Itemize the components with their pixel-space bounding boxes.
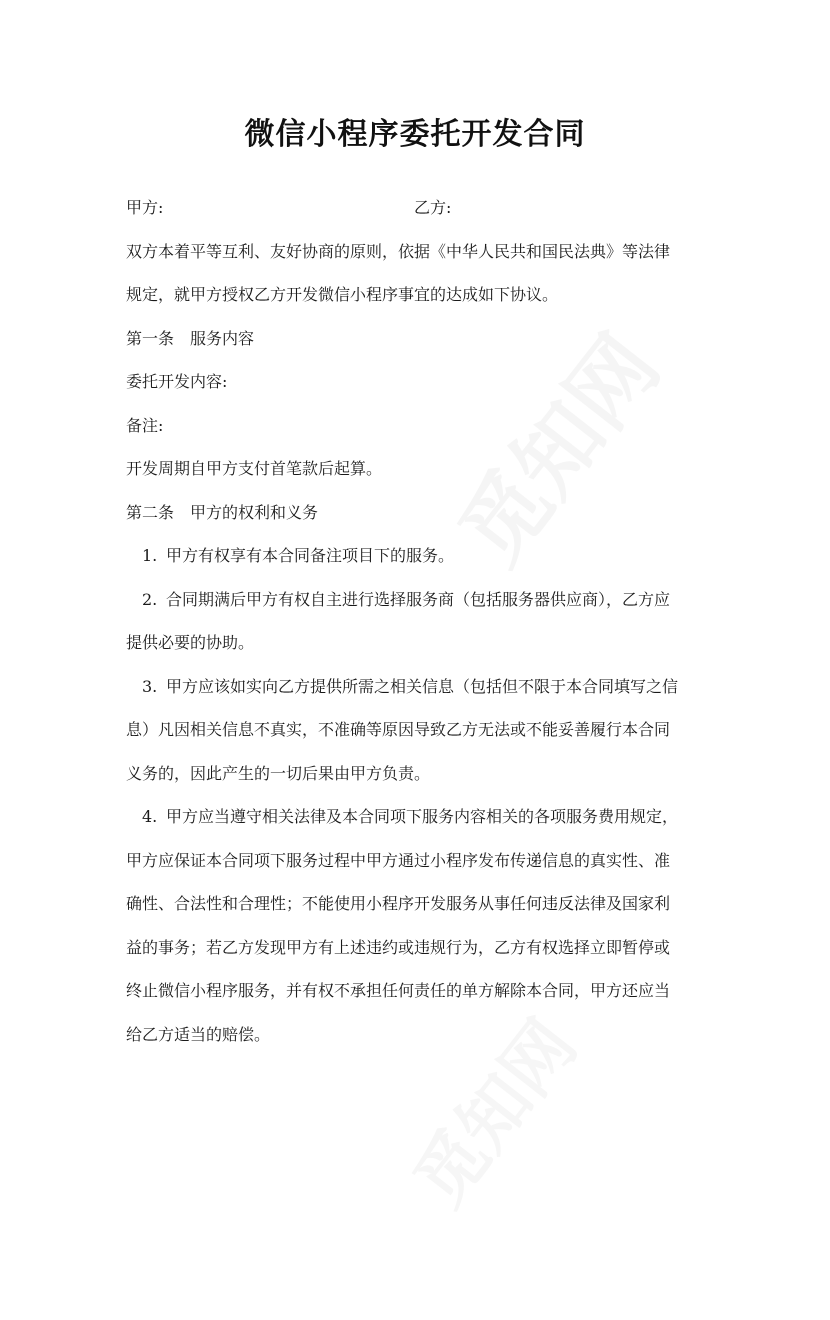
clause-1-number: 1. [142, 546, 158, 565]
document-body [126, 186, 704, 1056]
article-1-number: 第一条 [126, 328, 175, 348]
clause-4-cont-1: 甲方应保证本合同项下服务过程中甲方通过小程序发布传递信息的真实性、准 [126, 850, 671, 870]
article-1-title: 服务内容 [190, 328, 255, 348]
clause-4-number: 4. [142, 807, 158, 826]
watermark-bottom: 觅知网 [398, 1004, 593, 1221]
watermark: 觅知网 [441, 317, 679, 583]
party-a-label: 甲方: [126, 198, 164, 217]
article-2-title: 甲方的权利和义务 [190, 502, 319, 522]
clause-4-cont-2: 确性、合法性和合理性；不能使用小程序开发服务从事任何违反法律及国家利 [126, 894, 671, 913]
clause-2-cont-1: 提供必要的协助。 [126, 633, 255, 652]
article-2-heading [126, 491, 704, 535]
clause-4-cont-3: 益的事务；若乙方发现甲方有上述违约或违规行为，乙方有权选择立即暂停或 [126, 937, 671, 957]
clause-3 [126, 665, 704, 709]
clause-2-number: 2. [142, 589, 158, 609]
clause-4-cont-5: 给乙方适当的赔偿。 [126, 1024, 271, 1044]
clause-1-text: 甲方有权享有本合同备注项目下的服务。 [166, 546, 455, 565]
clause-4-cont-4: 终止微信小程序服务，并有权不承担任何责任的单方解除本合同，甲方还应当 [126, 981, 671, 1000]
clause-2 [126, 578, 704, 622]
parties-row [126, 186, 704, 230]
party-b-label: 乙方: [414, 198, 452, 217]
article-1-heading [126, 317, 704, 361]
dev-period-line: 开发周期自甲方支付首笔款后起算。 [126, 459, 383, 478]
clause-3-cont-1: 息）凡因相关信息不真实，不准确等原因导致乙方无法或不能妥善履行本合同 [126, 720, 671, 739]
clause-1 [126, 534, 704, 578]
remarks-line: 备注: [126, 415, 164, 435]
article-2-number: 第二条 [126, 502, 175, 522]
clause-3-text: 甲方应该如实向乙方提供所需之相关信息（包括但不限于本合同填写之信 [166, 676, 679, 696]
commission-content-line: 委托开发内容: [126, 372, 228, 391]
preamble-line-1: 双方本着平等互利、友好协商的原则，依据《中华人民共和国民法典》等法律 [126, 241, 671, 261]
clause-3-number: 3. [142, 676, 158, 696]
clause-3-cont-2: 义务的，因此产生的一切后果由甲方负责。 [126, 763, 431, 783]
preamble-line-2: 规定，就甲方授权乙方开发微信小程序事宜的达成如下协议。 [126, 285, 559, 304]
clause-2-text: 合同期满后甲方有权自主进行选择服务商（包括服务器供应商），乙方应 [166, 589, 671, 609]
clause-4 [126, 795, 704, 839]
clause-4-text: 甲方应当遵守相关法律及本合同项下服务内容相关的各项服务费用规定， [166, 807, 679, 826]
document-title: 微信小程序委托开发合同 [244, 117, 586, 152]
